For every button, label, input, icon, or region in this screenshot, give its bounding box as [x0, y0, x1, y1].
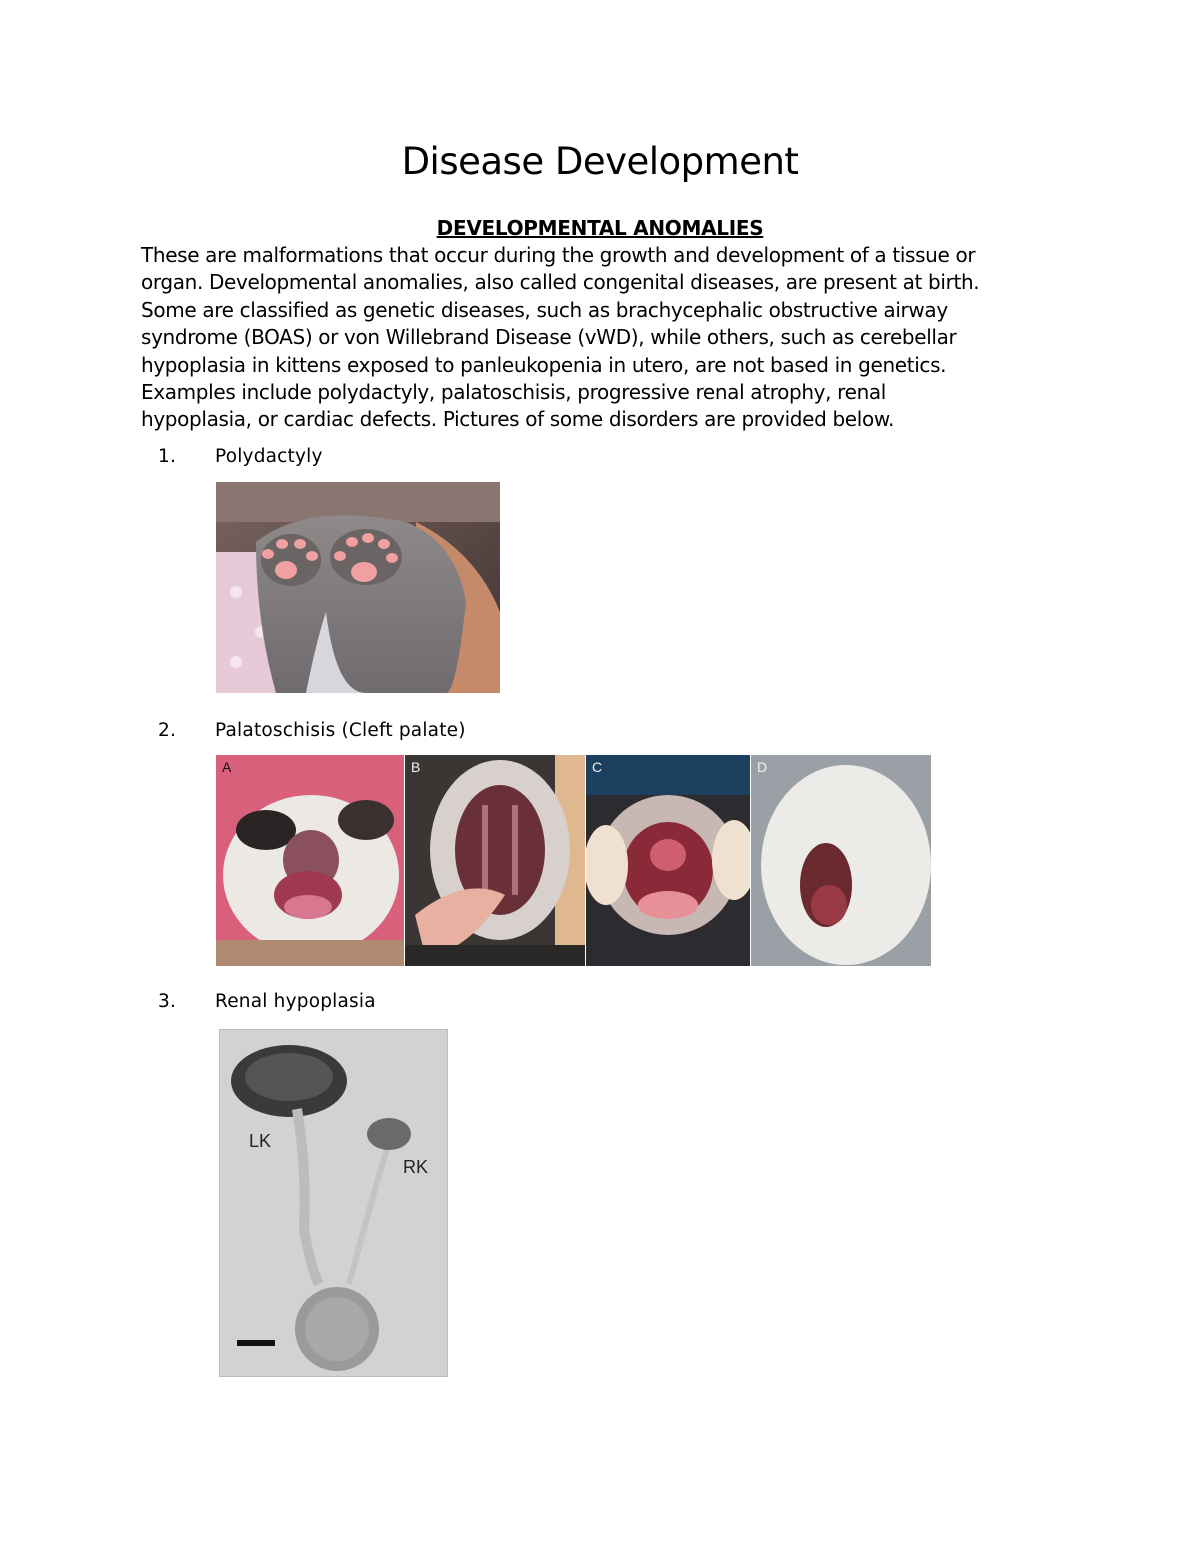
right-kidney-label: RK [403, 1157, 429, 1177]
item-number: 2. [158, 720, 177, 741]
list-item-palatoschisis [158, 720, 466, 741]
intro-line: hypoplasia, or cardiac defects. Pictures of some disorders are provided below. [141, 407, 895, 432]
left-kidney-label: LK [249, 1131, 272, 1151]
intro-line: Some are classified as genetic diseases, such as brachycephalic obstructive airway [141, 297, 948, 322]
item-label: Polydactyly [215, 446, 323, 467]
intro-line: organ. Developmental anomalies, also called congenital diseases, are present at birth. [141, 270, 980, 295]
cleft-palate-photo-c [586, 755, 750, 966]
panel-label: A [222, 759, 232, 775]
intro-line: hypoplasia in kittens exposed to panleukopenia in utero, are not based in genetics. [141, 352, 947, 377]
item-label: Palatoschisis (Cleft palate) [215, 720, 466, 741]
intro-line: Examples include polydactyly, palatoschisis, progressive renal atrophy, renal [141, 380, 887, 405]
intro-line: syndrome (BOAS) or von Willebrand Disease (vWD), while others, such as cerebellar [141, 325, 957, 350]
section-heading: DEVELOPMENTAL ANOMALIES [436, 216, 764, 240]
panel-label: B [411, 759, 421, 775]
intro-paragraph [141, 242, 1081, 434]
item-number: 1. [158, 446, 177, 467]
item-number: 3. [158, 991, 177, 1012]
cleft-palate-photo-b [405, 755, 585, 966]
list-item-renal-hypoplasia [158, 991, 376, 1012]
cleft-palate-photo-d [751, 755, 931, 966]
item-label: Renal hypoplasia [215, 991, 376, 1012]
polydactyly-photo [216, 482, 500, 693]
list-item-polydactyly [158, 446, 323, 467]
page-title: Disease Development [401, 140, 799, 183]
cleft-palate-photo-a [216, 755, 404, 966]
panel-label: C [592, 759, 603, 775]
intro-line: These are malformations that occur during the growth and development of a tissue or [141, 243, 976, 267]
panel-label: D [757, 759, 768, 775]
renal-hypoplasia-photo [219, 1029, 448, 1377]
